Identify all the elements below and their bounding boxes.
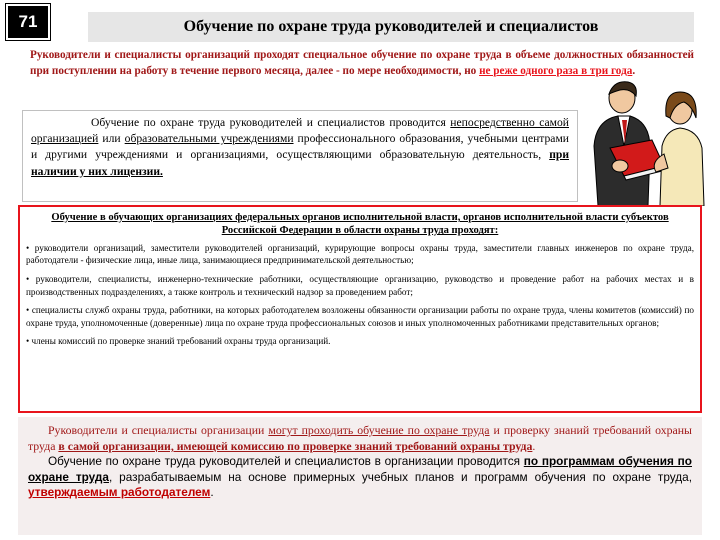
external-training-heading: Обучение в обучающих организациях федеральных органов исполнительной власти, органов исполнительной власти субъектов Российской Федерации в области охраны труда проходят: [51, 212, 669, 237]
internal-training-paragraph [28, 423, 692, 454]
providers-text: Обучение по охране труда руководителей и специалистов проводится [91, 116, 451, 129]
programs-text: Обучение по охране труда руководителей и специалистов в организации проводится [48, 454, 524, 469]
programs-highlight: по программам обучения по охране труда [28, 454, 692, 484]
programs-text-2: , разрабатываемым на основе примерных учебных планов и программ обучения по охране труда, [108, 469, 692, 484]
programs-paragraph [28, 454, 692, 501]
programs-end: . [210, 485, 214, 500]
intro-text: Руководители и специалисты организаций проходят специальное обучение по охране труда в объеме должностных обязанностей при поступлении на работу в течение первого месяца, далее - по мере необходимости, но [30, 49, 694, 77]
internal-text: Руководители и специалисты организации [48, 423, 269, 437]
internal-in-organization: в самой организации, имеющей комиссию по проверке знаний требований охраны труда [58, 438, 533, 453]
page-title: Обучение по охране труда руководителей и специалистов [88, 12, 694, 42]
intro-highlight: не реже одного раза в три года [479, 64, 633, 77]
list-item: • руководители, специалисты, инженерно-технические работники, осуществляющие организацию, руководство и проведение работ на рабочих местах и в производственных подразделениях, а также контроль и технический надзор за проведением работ; [26, 274, 694, 297]
intro-paragraph [30, 48, 694, 79]
providers-rest: профессионального образования, учебными центрами и другими учреждениями и организациями, осуществляющими образовательную деятельность, [31, 132, 569, 162]
intro-end: . [632, 64, 636, 77]
providers-license: при наличии у них лицензии. [31, 148, 569, 178]
training-providers-box [22, 110, 578, 202]
slide-number: 71 [6, 4, 50, 40]
external-training-box [18, 205, 702, 413]
people-reading-illustration [580, 76, 720, 206]
list-item: • члены комиссий по проверке знаний требований охраны труда организаций. [26, 336, 331, 347]
list-item: • специалисты служб охраны труда, работники, на которых работодателем возложены обязанности организации работы по охране труда, члены комитетов (комиссий) по охране труда, уполномоченные (доверенные) лица по охране труда профессиональных союзов и иных уполномоченных работниками представительных органов; [26, 305, 694, 328]
internal-end: . [532, 438, 536, 453]
providers-organization: непосредственно самой организацией [31, 116, 569, 146]
programs-approved: утверждаемым работодателем [28, 485, 211, 500]
list-item: • руководители организаций, заместители руководителей организаций, курирующие вопросы охраны труда, заместители главных инженеров по охране труда, работодатели - физические лица, иные лица, занимающиеся предпринимательской деятельностью; [26, 242, 694, 266]
providers-institutions: образовательными учреждениями [124, 132, 294, 146]
providers-or: или [98, 132, 125, 146]
internal-training-box [18, 417, 702, 535]
internal-may-train: могут проходить обучение по охране труда [268, 423, 490, 437]
internal-text-2: и проверку знаний требований охраны труда [28, 423, 692, 453]
